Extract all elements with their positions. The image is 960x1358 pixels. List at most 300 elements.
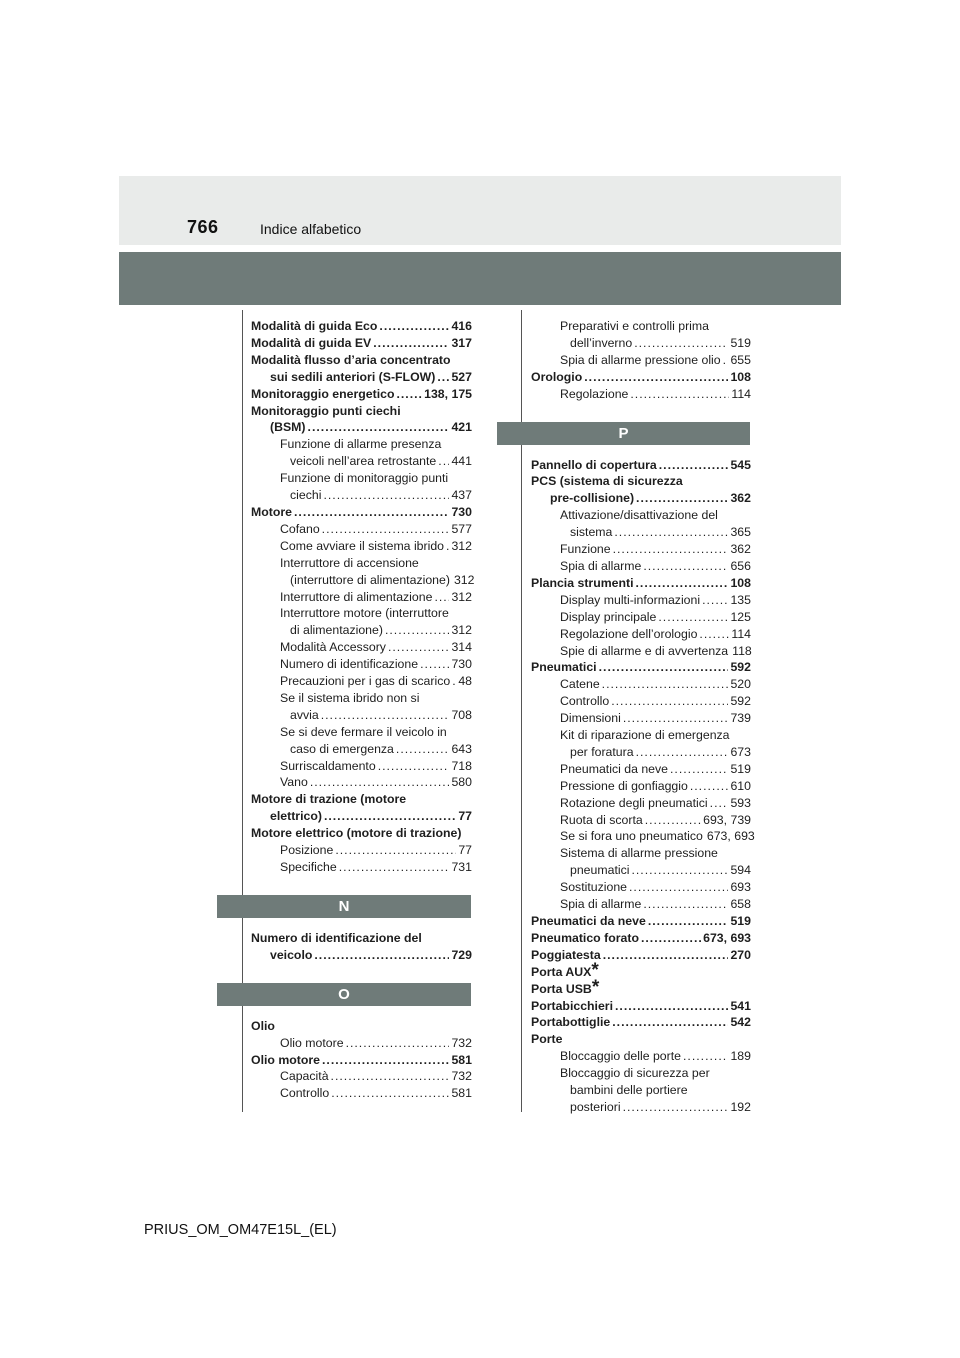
index-entry <box>531 710 751 727</box>
dot-leader <box>658 609 728 626</box>
dot-leader <box>322 1052 449 1069</box>
page-reference: 362 <box>730 542 751 557</box>
entry-label: Poggiatesta <box>531 947 601 962</box>
page-reference: 314 <box>451 640 472 655</box>
page-number: 766 <box>187 217 219 237</box>
entry-label: Cofano <box>280 521 320 536</box>
dot-leader <box>437 369 449 386</box>
index-group <box>531 457 755 1116</box>
dot-leader <box>683 1048 728 1065</box>
entry-label: Capacità <box>280 1069 329 1084</box>
page-reference: 610 <box>730 778 751 793</box>
index-entry <box>251 774 472 791</box>
index-entry <box>531 778 751 795</box>
index-entry <box>531 1048 751 1065</box>
page-reference: 673 <box>730 744 751 759</box>
entry-label: elettrico) <box>270 809 322 824</box>
index-entry <box>251 538 472 555</box>
dot-leader <box>648 913 729 930</box>
index-entry <box>251 403 472 420</box>
entry-label: (BSM) <box>270 420 306 435</box>
entry-label: Catene <box>560 677 600 692</box>
page-reference: 580 <box>451 775 472 790</box>
dot-leader <box>373 335 449 352</box>
dot-leader <box>378 758 450 775</box>
index-entry <box>251 487 472 504</box>
dot-leader <box>723 352 729 369</box>
entry-label: Precauzioni per i gas di scarico <box>280 674 451 689</box>
entry-label: Funzione di allarme presenza <box>280 437 442 452</box>
dot-leader <box>396 741 450 758</box>
page-reference: 655 <box>730 352 751 367</box>
index-entry <box>531 845 751 862</box>
entry-label: Come avviare il sistema ibrido <box>280 538 445 553</box>
dot-leader <box>611 693 728 710</box>
entry-label: Pneumatico forato <box>531 930 639 945</box>
dot-leader <box>636 575 729 592</box>
index-entry <box>531 659 751 676</box>
index-column-right <box>531 318 755 1116</box>
index-column-left <box>251 318 475 1102</box>
index-entry <box>531 318 751 335</box>
index-entry <box>251 453 472 470</box>
dot-leader <box>379 318 449 335</box>
index-entry <box>531 744 751 761</box>
page-reference: 594 <box>730 863 751 878</box>
dot-leader <box>710 795 729 812</box>
index-entry <box>251 555 472 572</box>
entry-label: Se si deve fermare il veicolo in <box>280 724 447 739</box>
entry-label: bambini delle portiere <box>570 1083 688 1098</box>
letter-heading-n: N <box>217 895 471 918</box>
index-group <box>251 318 475 876</box>
index-entry <box>531 490 751 507</box>
page-reference: 108 <box>730 575 751 590</box>
page-reference: 270 <box>730 947 751 962</box>
index-entry <box>251 1052 472 1069</box>
entry-label: Regolazione <box>560 386 629 401</box>
page-reference: 421 <box>451 420 472 435</box>
index-entry <box>251 690 472 707</box>
dot-leader <box>584 369 728 386</box>
entry-label: Controllo <box>280 1086 330 1101</box>
page-reference: 519 <box>730 914 751 928</box>
page-reference: 542 <box>730 1015 751 1030</box>
entry-label: Porta USB <box>531 981 592 996</box>
dot-leader <box>699 626 729 643</box>
dot-leader <box>631 862 728 879</box>
page-reference: 48 <box>458 674 472 689</box>
page-reference: 708 <box>451 707 472 722</box>
entry-label: Numero di identificazione del <box>251 930 422 945</box>
entry-label: Interruttore motore (interruttore <box>280 606 449 621</box>
dot-leader <box>294 504 449 521</box>
entry-label: Bloccaggio delle porte <box>560 1049 681 1064</box>
entry-label: Interruttore di alimentazione <box>280 589 433 604</box>
index-entry <box>251 1018 472 1035</box>
page-reference: 581 <box>451 1086 472 1101</box>
entry-label: (interruttore di alimentazione) <box>290 572 450 587</box>
index-entry <box>531 1014 751 1031</box>
entry-label: Interruttore di accensione <box>280 555 419 570</box>
page-reference: 192 <box>730 1099 751 1114</box>
entry-label: sistema <box>570 525 613 540</box>
index-entry <box>531 473 751 490</box>
entry-label: Monitoraggio energetico <box>251 386 395 401</box>
index-entry <box>531 1099 751 1116</box>
dot-leader <box>613 541 729 558</box>
dot-leader <box>346 1035 450 1052</box>
dot-leader <box>645 812 701 829</box>
index-entry <box>251 758 472 775</box>
entry-label: Display multi-informazioni <box>560 592 701 607</box>
page-reference: 592 <box>730 694 751 709</box>
entry-label: Controllo <box>560 694 610 709</box>
entry-label: Spie di allarme e di avvertenza <box>560 643 729 658</box>
index-entry <box>251 825 472 842</box>
page-reference: 577 <box>451 521 472 536</box>
index-entry <box>531 879 751 896</box>
entry-label: Spia di allarme <box>560 897 642 912</box>
page-reference: 693, 739 <box>703 812 751 827</box>
dot-leader <box>335 842 456 859</box>
dot-leader <box>615 998 728 1015</box>
entry-label: pneumatici <box>570 863 630 878</box>
page-reference: 138, 175 <box>424 386 472 401</box>
entry-label: Pannello di copertura <box>531 457 657 472</box>
index-entry <box>531 626 751 643</box>
entry-label: Funzione <box>560 542 611 557</box>
entry-label: Se il sistema ibrido non si <box>280 690 420 705</box>
index-entry <box>531 643 751 660</box>
page-reference: 114 <box>731 386 751 401</box>
index-entry <box>251 707 472 724</box>
index-entry <box>531 386 751 403</box>
entry-label: Plancia strumenti <box>531 575 634 590</box>
entry-label: Monitoraggio punti ciechi <box>251 403 401 418</box>
entry-label: Spia di allarme pressione olio <box>560 352 721 367</box>
page-reference: 658 <box>730 897 751 912</box>
dot-leader <box>388 639 450 656</box>
entry-label: Pneumatici da neve <box>560 761 669 776</box>
index-entry <box>251 622 472 639</box>
index-entry <box>251 470 472 487</box>
dot-leader <box>385 622 450 639</box>
index-entry <box>531 558 751 575</box>
dot-leader <box>643 558 728 575</box>
index-entry <box>531 1082 751 1099</box>
index-entry <box>531 541 751 558</box>
index-entry <box>251 808 472 825</box>
dot-leader <box>614 524 728 541</box>
page-reference: 730 <box>451 504 472 519</box>
letter-heading-p: P <box>497 422 750 445</box>
page-reference: 437 <box>451 488 472 503</box>
dot-leader <box>434 589 449 606</box>
page-reference: 732 <box>451 1035 472 1050</box>
index-entry <box>251 673 472 690</box>
dot-leader <box>438 453 449 470</box>
index-entry <box>251 1085 472 1102</box>
entry-label: caso di emergenza <box>290 741 394 756</box>
page-reference: 125 <box>730 609 751 624</box>
page-reference: 592 <box>730 660 751 675</box>
index-entry <box>251 352 472 369</box>
index-entry <box>251 369 472 386</box>
index-entry <box>251 335 472 352</box>
entry-label: ciechi <box>290 488 322 503</box>
index-entry <box>531 930 751 947</box>
entry-label: Orologio <box>531 369 583 384</box>
entry-label: Pressione di gonfiaggio <box>560 778 688 793</box>
page-reference: 519 <box>730 335 751 350</box>
entry-label: Posizione <box>280 843 334 858</box>
dot-leader <box>690 778 729 795</box>
letter-heading-o: O <box>217 983 471 1006</box>
index-entry <box>531 575 751 592</box>
page-reference: 545 <box>730 457 751 472</box>
page-reference: 541 <box>730 998 751 1013</box>
index-entry <box>531 693 751 710</box>
page-reference: 135 <box>730 592 751 607</box>
entry-label: Spia di allarme <box>560 558 642 573</box>
entry-label: avvia <box>290 707 319 722</box>
index-entry <box>531 727 751 744</box>
page-reference: 77 <box>458 843 472 858</box>
dot-leader <box>641 930 701 947</box>
dot-leader <box>636 490 728 507</box>
entry-label: pre-collisione) <box>550 491 635 506</box>
entry-label: Modalità di guida EV <box>251 335 372 350</box>
entry-label: Attivazione/disattivazione del <box>560 508 718 523</box>
dot-leader <box>314 947 449 964</box>
page-reference: 527 <box>451 369 472 384</box>
dot-leader <box>339 859 450 876</box>
entry-label: Pneumatici da neve <box>531 914 646 928</box>
entry-label: Se si fora uno pneumatico <box>560 829 703 844</box>
entry-label: di alimentazione) <box>290 623 383 638</box>
index-entry <box>251 639 472 656</box>
page-reference: 581 <box>451 1052 472 1067</box>
entry-label: per foratura <box>570 744 634 759</box>
page-reference: 118 <box>732 643 752 658</box>
entry-label: Porta AUX <box>531 964 592 979</box>
entry-label: PCS (sistema di sicurezza <box>531 474 683 489</box>
entry-label: veicolo <box>270 947 313 962</box>
entry-label: Portabicchieri <box>531 998 614 1013</box>
index-entry <box>251 1068 472 1085</box>
page-reference: 729 <box>451 947 472 962</box>
index-entry <box>531 812 751 829</box>
dot-leader <box>323 487 449 504</box>
dot-leader <box>420 656 449 673</box>
entry-label: Portabottiglie <box>531 1015 611 1030</box>
index-entry <box>531 369 751 386</box>
dot-leader <box>623 1099 729 1116</box>
page-reference: 114 <box>731 626 751 641</box>
dot-leader <box>602 676 729 693</box>
dot-leader <box>324 808 456 825</box>
index-entry <box>251 724 472 741</box>
index-entry <box>251 504 472 521</box>
index-entry <box>531 761 751 778</box>
dot-leader <box>636 744 729 761</box>
page-reference: 731 <box>451 860 472 874</box>
dot-leader <box>603 947 729 964</box>
index-entry: Porta USB * <box>531 976 600 998</box>
index-entry <box>531 609 751 626</box>
index-entry <box>531 352 751 369</box>
entry-label: Regolazione dell’orologio <box>560 626 698 641</box>
index-entry <box>251 386 472 403</box>
index-entry <box>251 419 472 436</box>
entry-label: Preparativi e controlli prima <box>560 319 709 333</box>
dot-leader <box>634 335 728 352</box>
entry-label: Modalità Accessory <box>280 640 386 655</box>
entry-label: Funzione di monitoraggio punti <box>280 471 449 486</box>
index-entry <box>531 676 751 693</box>
dot-leader <box>308 419 450 436</box>
index-entry <box>251 842 472 859</box>
page-reference: 732 <box>451 1069 472 1084</box>
dot-leader <box>670 761 728 778</box>
page-reference: 718 <box>451 758 472 773</box>
page-reference: 189 <box>730 1049 751 1064</box>
entry-label: Specifiche <box>280 860 337 874</box>
entry-label: Numero di identificazione <box>280 657 419 672</box>
dot-leader <box>599 659 729 676</box>
section-title: Indice alfabetico <box>260 221 362 237</box>
index-entry <box>251 589 472 606</box>
index-entry <box>251 318 472 335</box>
dot-leader <box>612 1014 728 1031</box>
index-entry <box>531 795 751 812</box>
index-group <box>251 930 472 964</box>
page-reference: 312 <box>453 572 475 587</box>
entry-label: Olio motore <box>280 1035 344 1050</box>
page-reference: 441 <box>451 454 472 469</box>
index-entry: Porta AUX * <box>531 959 599 981</box>
index-entry <box>531 828 755 845</box>
page-reference: 656 <box>730 558 751 573</box>
index-entry <box>531 592 751 609</box>
index-entry <box>531 998 751 1015</box>
dot-leader <box>629 879 728 896</box>
entry-label: Rotazione degli pneumatici <box>560 795 708 810</box>
page-reference: 519 <box>730 761 751 776</box>
dot-leader <box>623 710 729 727</box>
index-entry <box>531 947 751 964</box>
entry-label: Olio motore <box>251 1052 321 1067</box>
entry-label: Motore <box>251 504 292 519</box>
entry-label: Modalità flusso d’aria concentrato <box>251 352 451 367</box>
page-reference: 362 <box>730 491 751 506</box>
dot-leader <box>321 707 450 724</box>
index-entry <box>531 862 751 879</box>
page-reference: 317 <box>451 335 472 350</box>
dot-leader <box>310 774 450 791</box>
page-reference: 730 <box>451 657 472 672</box>
index-entry <box>251 930 472 947</box>
page-reference: 312 <box>451 623 472 638</box>
index-entry <box>251 791 472 808</box>
entry-label: Modalità di guida Eco <box>251 319 378 333</box>
page-reference: 520 <box>730 677 751 692</box>
entry-label: posteriori <box>570 1099 621 1114</box>
dot-leader <box>331 1085 449 1102</box>
entry-label: Motore elettrico (motore di trazione) <box>251 826 462 841</box>
index-entry <box>531 1031 751 1048</box>
entry-label: Bloccaggio di sicurezza per <box>560 1066 710 1081</box>
page-reference: 416 <box>451 319 472 333</box>
dot-leader <box>446 538 449 555</box>
index-entry <box>531 913 751 930</box>
entry-label: Dimensioni <box>560 711 621 726</box>
page-reference: 693 <box>730 880 751 895</box>
index-entry <box>251 605 472 622</box>
dot-leader <box>643 896 728 913</box>
entry-label: Pneumatici <box>531 660 597 675</box>
index-group <box>251 1018 472 1103</box>
index-entry <box>251 572 475 589</box>
page-reference: 673, 693 <box>703 930 751 945</box>
page-reference: 739 <box>730 711 751 726</box>
index-entry <box>531 896 751 913</box>
index-entry <box>251 1035 472 1052</box>
dot-leader <box>702 592 728 609</box>
entry-label: sui sedili anteriori (S-FLOW) <box>270 369 436 384</box>
page-reference: 673, 693 <box>706 829 755 844</box>
entry-label: Porte <box>531 1032 563 1047</box>
index-group <box>531 318 751 403</box>
index-entry <box>251 859 472 876</box>
dot-leader <box>452 673 456 690</box>
header-bar <box>119 252 841 305</box>
page-reference: 77 <box>458 809 472 824</box>
index-entry <box>251 947 472 964</box>
dot-leader <box>630 386 729 403</box>
dot-leader <box>396 386 422 403</box>
document-code: PRIUS_OM_OM47E15L_(EL) <box>144 1222 337 1238</box>
entry-label: veicoli nell’area retrostante <box>290 454 437 469</box>
entry-label: Display principale <box>560 609 657 624</box>
header-band <box>119 176 841 245</box>
page-reference: 312 <box>451 589 472 604</box>
dot-leader <box>331 1068 450 1085</box>
index-entry <box>251 521 472 538</box>
entry-label: dell’inverno <box>570 335 633 350</box>
index-entry <box>251 436 472 453</box>
page-reference: 643 <box>451 741 472 756</box>
dot-leader <box>322 521 450 538</box>
entry-label: Kit di riparazione di emergenza <box>560 728 730 743</box>
entry-label: Sistema di allarme pressione <box>560 846 718 861</box>
index-entry <box>251 656 472 673</box>
entry-label: Vano <box>280 775 308 790</box>
dot-leader <box>659 457 729 474</box>
index-entry <box>531 507 751 524</box>
entry-label: Motore di trazione (motore <box>251 792 407 807</box>
page-reference: 593 <box>730 795 751 810</box>
index-entry <box>531 457 751 474</box>
index-entry <box>531 1065 751 1082</box>
index-entry <box>531 524 751 541</box>
page-reference: 312 <box>451 538 472 553</box>
index-entry <box>531 335 751 352</box>
page-reference: 365 <box>730 525 751 540</box>
index-entry <box>251 741 472 758</box>
entry-label: Olio <box>251 1018 275 1033</box>
